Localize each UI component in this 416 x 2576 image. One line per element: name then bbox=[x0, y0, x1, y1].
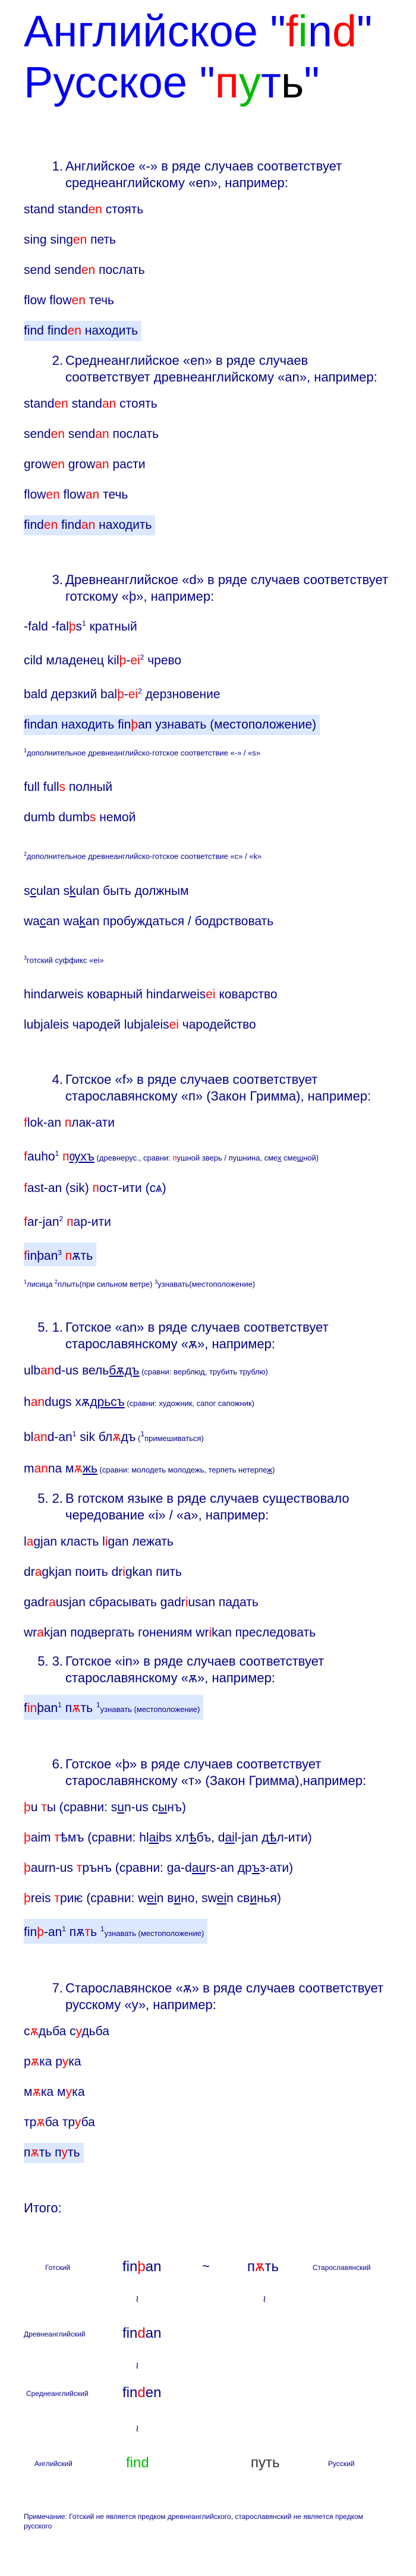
section-4 bbox=[24, 1071, 395, 1289]
section-title: 4. Готское «f» в ряде случаев соответствует старославянскому «п» (Закон Гримма), например: bbox=[52, 1071, 371, 1103]
footnote: $^1$дополнительное древнеанглийско-готское соответствие «-» / «s» bbox=[24, 748, 261, 758]
example-row: flok-an плак-ати bbox=[24, 1115, 115, 1130]
example-row: -fald -falþs$^1$ кратный bbox=[24, 619, 137, 633]
section-5-3 bbox=[24, 1653, 395, 1730]
gothic-word: finþan bbox=[122, 2259, 162, 2275]
relation-mark: ≀ bbox=[135, 2361, 139, 2372]
section-title: 2. Среднеанглийское «en» в ряде случаев соответствует древнеанглийскому «an», например: bbox=[52, 353, 377, 384]
footnote: $^1$лисица $^2$плыть(при сильном ветре) $^3$узнавать(местоположение) bbox=[24, 1278, 256, 1289]
highlighted-row: finþ-$an^1$ пѫть $^1$узнавать (местоположение) bbox=[24, 1919, 207, 1944]
section-title: 5. 3. Готское «in» в ряде случаев соответствует старославянскому «ѫ», например: bbox=[37, 1654, 324, 1686]
tilde-sign: ~ bbox=[202, 2259, 210, 2274]
example-row: lubjaleis чародей lubjaleisei чародейство bbox=[24, 1017, 256, 1032]
example-row: senden sendan послать bbox=[24, 427, 159, 441]
example-row: fauho$^1$ пѹхъ (древнерус., сравни: пушной зверь / пушнина, смех смешной) bbox=[24, 1149, 319, 1164]
example-row: gadrausjan сбрасывать gadriusan падать bbox=[24, 1596, 259, 1610]
summary-title: Итого: bbox=[24, 2200, 62, 2216]
example-row: þu ты (сравни: sun-us сынъ) bbox=[24, 1801, 186, 1815]
example-row: fast-an (sik) пост-ити (сѧ) bbox=[24, 1181, 166, 1195]
eng-word: find bbox=[126, 2455, 149, 2471]
section-5-2 bbox=[24, 1490, 395, 1643]
example-row: far-jan$^2$ пар-ити bbox=[24, 1214, 111, 1229]
highlighted-row: find finden находить bbox=[24, 321, 141, 341]
highlighted-row: finden findan находить bbox=[24, 515, 155, 535]
highlighted-row: finþan$^3$ пѫть bbox=[24, 1243, 96, 1266]
example-row: dragkjan поить drigkan пить bbox=[24, 1565, 182, 1579]
mideng-word: finden bbox=[122, 2385, 162, 2401]
section-3 bbox=[24, 572, 395, 1035]
example-row: bald дерзкий balþ-$ei^2$ дерзновение bbox=[24, 687, 220, 701]
summary-diagram bbox=[24, 2217, 395, 2550]
example-row: full fulls полный bbox=[24, 780, 113, 794]
example-row: send senden послать bbox=[24, 263, 145, 277]
summary-footnote: Примечание: Готский не является предком древнеанглийского, старославянский не является предком русского bbox=[24, 2512, 363, 2531]
example-row: flowen flowan течь bbox=[24, 488, 128, 502]
section-7 bbox=[24, 1980, 395, 2173]
section-title: 6. Готское «þ» в ряде случаев соответствует старославянскому «т» (Закон Гримма),например: bbox=[52, 1757, 367, 1789]
example-row: bland-$an^1$ sik блѫдъ ($^1$примешиваться) bbox=[24, 1430, 204, 1445]
page-title-line2: Русское "путь" bbox=[24, 58, 320, 107]
eng-label: Английский bbox=[34, 2460, 73, 2468]
rus-word: путь bbox=[251, 2455, 280, 2471]
section-title: 5. 1. Готское «an» в ряде случаев соответствует старославянскому «ѫ», например: bbox=[37, 1320, 329, 1352]
section-5-1 bbox=[24, 1319, 395, 1480]
mideng-label: Среднеанглийский bbox=[26, 2389, 89, 2398]
section-1 bbox=[24, 158, 395, 351]
gothic-label: Готский bbox=[45, 2263, 71, 2272]
oldslav-label: Старославянский bbox=[313, 2263, 371, 2272]
oldeng-label: Древнеанглийский bbox=[24, 2330, 86, 2339]
section-title: 5. 2. В готском языке в ряде случаев существовало чередование «i» / «a», например: bbox=[37, 1491, 349, 1523]
relation-mark: ≀ bbox=[135, 2424, 139, 2435]
highlighted-row: findan находить finþan узнавать (местоположение) bbox=[24, 715, 320, 735]
example-row: þaurn-us трънъ (сравни: ga-daurs-an дръз-ати) bbox=[24, 1861, 294, 1875]
oldslav-word: пѫть bbox=[247, 2259, 279, 2275]
example-row: cild младенец kilþ-$ei^2$ чрево bbox=[24, 653, 182, 667]
example-row: handugs хѫдрьсъ (сравни: художник, сапог сапожник) bbox=[24, 1395, 254, 1410]
section-6 bbox=[24, 1756, 395, 1954]
page-title-line1: Английское "find" bbox=[24, 7, 373, 56]
example-row: wacan wakan пробуждаться / бодрствовать bbox=[24, 914, 274, 928]
example-row: sing singen петь bbox=[24, 233, 116, 247]
example-row: сѫдьба судьба bbox=[24, 2025, 109, 2039]
relation-mark: ≀ bbox=[135, 2294, 139, 2305]
example-row: lagjan класть ligan лежать bbox=[24, 1535, 174, 1549]
highlighted-row: пѫть путь bbox=[24, 2143, 84, 2163]
footnote: $^3$готский суффикс «ei» bbox=[24, 954, 104, 964]
rus-label: Русский bbox=[328, 2460, 355, 2468]
example-row: standen standan стоять bbox=[24, 397, 157, 411]
example-row: мѫка мука bbox=[24, 2085, 85, 2099]
section-title: 7. Старославянское «ѫ» в ряде случаев соответствует русскому «у», например: bbox=[52, 1981, 384, 2013]
example-row: sculan skulan быть должным bbox=[24, 884, 189, 898]
example-row: flow flowen течь bbox=[24, 294, 114, 307]
section-2 bbox=[24, 352, 395, 546]
highlighted-row: finþan$^1$ пѫть $^1$узнавать (местоположение) bbox=[24, 1695, 203, 1720]
footnote: $^2$дополнительное древнеанглийско-готское соответствие «c» / «k» bbox=[24, 851, 262, 861]
example-row: рѫка рука bbox=[24, 2055, 81, 2069]
example-row: þaim тѣмъ (сравни: hlaibs хлѣбъ, dail-jan дѣл-ити) bbox=[24, 1831, 312, 1845]
example-row: dumb dumbs немой bbox=[24, 811, 136, 825]
section-title: 3. Древнеанглийское «d» в ряде случаев соответствует готскому «þ», например: bbox=[52, 572, 389, 604]
example-row: þreis триѥ (сравни: wein вино, swein свинья) bbox=[24, 1891, 281, 1906]
section-title: 1. Английское «-» в ряде случаев соответствует среднеанглийскому «en», например: bbox=[52, 159, 342, 190]
example-row: wrakjan подвергать гонениям wrikan преследовать bbox=[24, 1626, 316, 1640]
example-row: ulband-us вельбѫдъ (сравни: верблюд, трубить трублю) bbox=[24, 1364, 268, 1378]
oldeng-word: findan bbox=[122, 2325, 162, 2342]
example-row: hindarweis коварный hindarweisei коварство bbox=[24, 987, 278, 1001]
relation-mark: ≀ bbox=[263, 2294, 266, 2305]
example-row: трѫба труба bbox=[24, 2115, 95, 2130]
example-row: stand standen стоять bbox=[24, 203, 144, 216]
example-row: growen growan расти bbox=[24, 458, 146, 471]
example-row: manna мѫжь (сравни: молодеть молодежь, терпеть нетерпеж) bbox=[24, 1462, 275, 1476]
